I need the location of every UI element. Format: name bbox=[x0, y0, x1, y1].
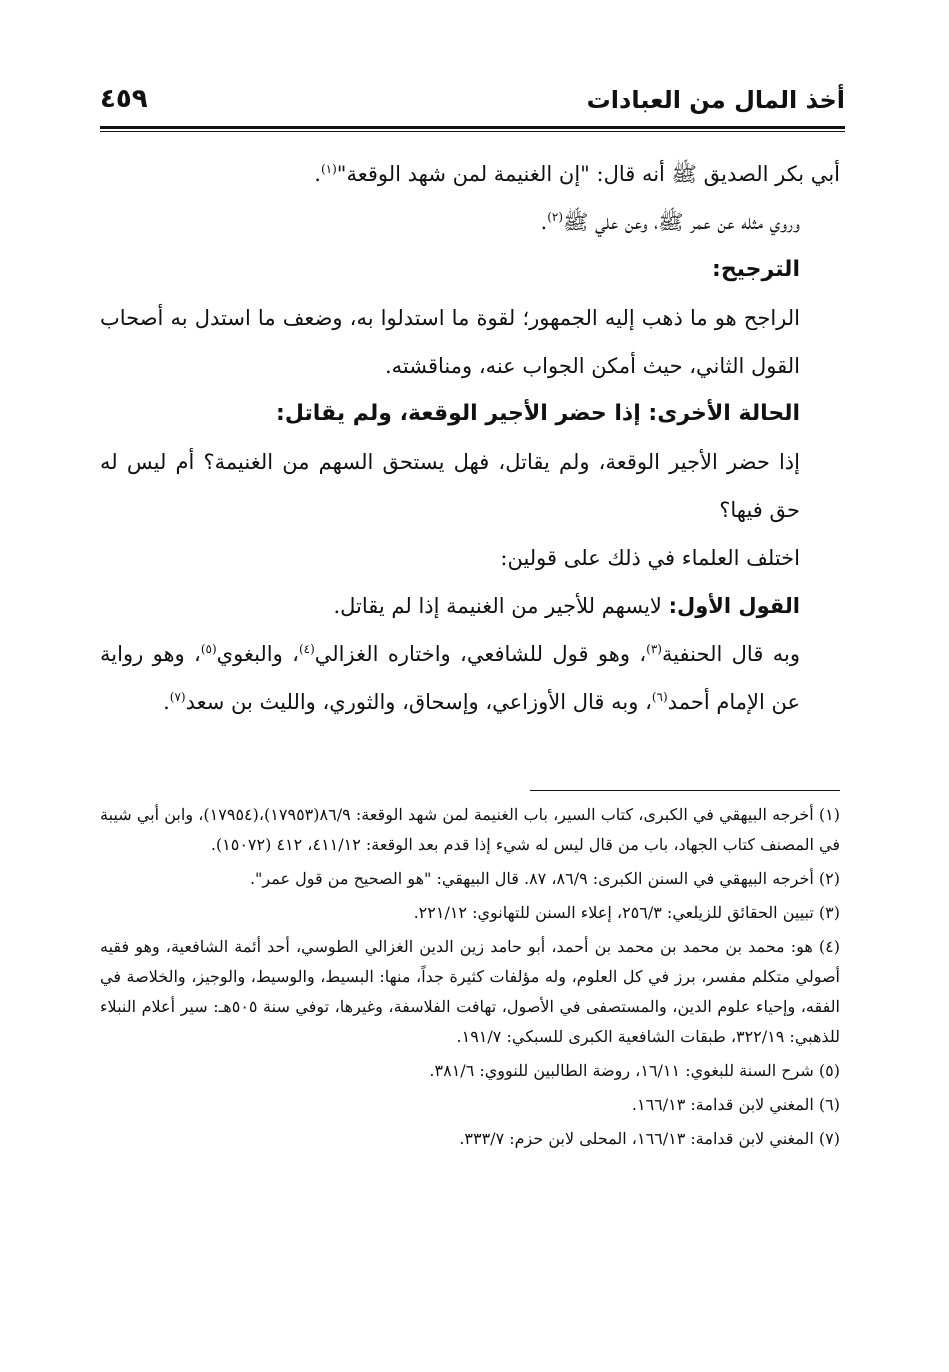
main-text bbox=[100, 150, 840, 726]
paragraph: القول الأول: لايسهم للأجير من الغنيمة إذا لم يقاتل. bbox=[333, 594, 800, 618]
footnote-5: (٥) شرح السنة للبغوي: ١٦/١١، روضة الطالبين للنووي: ٣٨١/٦. bbox=[429, 1061, 840, 1080]
paragraph: اختلف العلماء في ذلك على قولين: bbox=[500, 546, 800, 570]
paragraph: أبي بكر الصديق ﷺ أنه قال: "إن الغنيمة لمن شهد الوقعة"$^{(١)}$. bbox=[314, 162, 840, 186]
paragraph: إذا حضر الأجير الوقعة، ولم يقاتل، فهل يستحق السهم من الغنيمة؟ أم ليس له حق فيها؟ bbox=[100, 450, 800, 522]
footnote-ref: (١) bbox=[320, 162, 337, 176]
footnote-6: (٦) المغني لابن قدامة: ١٦٦/١٣. bbox=[631, 1095, 840, 1114]
header-rule bbox=[100, 126, 845, 129]
footnote-ref: (٤) bbox=[298, 642, 315, 656]
paragraph: الراجح هو ما ذهب إليه الجمهور؛ لقوة ما استدلوا به، وضعف ما استدل به أصحاب القول الثاني، حيث أمكن الجواب عنه، ومناقشته. bbox=[100, 306, 800, 378]
footnote-ref: (٧) bbox=[169, 690, 186, 704]
footnotes bbox=[100, 800, 840, 1158]
header-rule-thin bbox=[100, 131, 845, 132]
section-heading-other-case: الحالة الأخرى: إذا حضر الأجير الوقعة، ولم يقاتل: bbox=[276, 401, 800, 426]
first-opinion-label: القول الأول: bbox=[668, 594, 800, 618]
section-heading-tarjih: الترجيح: bbox=[712, 257, 800, 282]
paragraph: وروي مثله عن عمر ﷺ، وعن علي ﷺ$^{(٢)}$. bbox=[540, 210, 800, 234]
footnote-3: (٣) تبيين الحقائق للزيلعي: ٢٥٦/٣، إعلاء السنن للتهانوي: ٢٢١/١٢. bbox=[413, 903, 840, 922]
footnote-7: (٧) المغني لابن قدامة: ١٦٦/١٣، المحلى لابن حزم: ٣٣٣/٧. bbox=[459, 1129, 840, 1148]
footnote-separator bbox=[530, 790, 840, 791]
footnote-2: (٢) أخرجه البيهقي في السنن الكبرى: ٨٦/٩، ٨٧. قال البيهقي: "هو الصحيح من قول عمر". bbox=[249, 869, 840, 888]
paragraph: وبه قال الحنفية$^{(٣)}$، وهو قول للشافعي، واختاره الغزالي$^{(٤)}$، والبغوي$^{(٥)}$، وهو رواية عن الإمام أحمد$^{(٦)}$، وبه قال الأوزاعي، وإسحاق، والثوري، والليث بن سعد$^{(٧)}$. bbox=[100, 642, 800, 714]
footnote-4: (٤) هو: محمد بن محمد بن محمد بن أحمد، أبو حامد زين الدين الغزالي الطوسي، أحد أئمة الشافعية، وهو فقيه أصولي متكلم مفسر، برز في كل العلوم، وله مؤلفات كثيرة جداً، منها: البسيط، والوسيط، والوجيز، والخلاصة في الفقه، وإحياء علوم الدين، والمستصفى في الأصول، تهافت الفلاسفة، وغيرها، توفي سنة ٥٠٥هـ: سير أعلام النبلاء للذهبي: ٣٢٢/١٩، طبقات الشافعية الكبرى للسبكي: ١٩١/٧. bbox=[100, 937, 841, 1046]
running-title: أخذ المال من العبادات bbox=[586, 86, 845, 114]
page-header bbox=[100, 82, 845, 122]
footnote-1: (١) أخرجه البيهقي في الكبرى، كتاب السير، باب الغنيمة لمن شهد الوقعة: ٨٦/٩(١٧٩٥٣)،(١٧٩٥٤)، وابن أبي شيبة في المصنف كتاب الجهاد، باب من قال ليس له شيء إذا قدم بعد الوقعة: ٤١١/١٢، ٤١٢ (١٥٠٧٢). bbox=[100, 805, 841, 854]
footnote-ref: (٣) bbox=[646, 642, 662, 656]
footnote-ref: (٦) bbox=[651, 690, 668, 704]
footnote-ref: (٢) bbox=[547, 210, 564, 224]
footnote-ref: (٥) bbox=[200, 642, 217, 656]
page-number: ٤٥٩ bbox=[100, 84, 148, 114]
